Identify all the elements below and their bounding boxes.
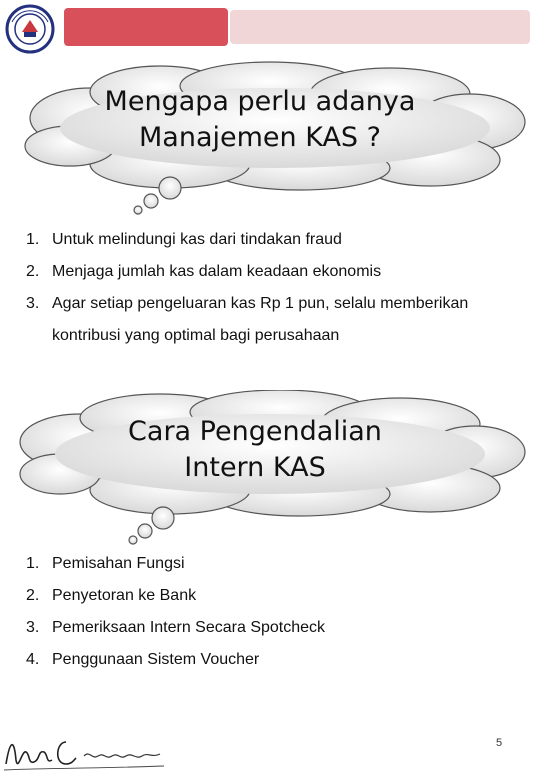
list-item (26, 548, 516, 580)
list-item-text: Pemisahan Fungsi (52, 555, 185, 572)
header (0, 0, 540, 56)
list-item (26, 612, 516, 644)
list-item-number: 3. (26, 295, 40, 312)
page-number: 5 (496, 737, 503, 749)
list-item-text: Agar setiap pengeluaran kas Rp 1 pun, selalu memberikan kontribusi yang optimal bagi perusahaan (52, 295, 469, 344)
cloud-1-line-1: Mengapa perlu adanya (104, 86, 416, 117)
list-item-number: 1. (26, 555, 40, 572)
list-item-number: 3. (26, 619, 40, 636)
list-item (26, 288, 516, 352)
list-item-number: 2. (26, 263, 40, 280)
list-item-number: 4. (26, 651, 40, 668)
list-item-text: Menjaga jumlah kas dalam keadaan ekonomis (52, 263, 382, 280)
list-item-text: Penggunaan Sistem Voucher (52, 651, 260, 668)
handwritten-signature-icon (0, 720, 170, 780)
list-item (26, 644, 516, 676)
list-item-number: 2. (26, 587, 40, 604)
header-secondary-bar (230, 10, 530, 44)
cloud-2-line-2: Intern KAS (184, 452, 326, 483)
cloud-1-line-2: Manajemen KAS ? (139, 122, 381, 153)
list-item-text: Untuk melindungi kas dari tindakan fraud (52, 231, 342, 248)
list-item (26, 256, 516, 288)
list-item (26, 580, 516, 612)
university-seal-icon (2, 4, 58, 54)
list-item (26, 224, 516, 256)
cloud-1-heading (70, 84, 450, 156)
controls-list (26, 548, 516, 676)
list-item-text: Pemeriksaan Intern Secara Spotcheck (52, 619, 326, 636)
cloud-2-line-1: Cara Pengendalian (128, 416, 382, 447)
cloud-2-heading (80, 414, 430, 486)
list-item-number: 1. (26, 231, 40, 248)
list-item-text: Penyetoran ke Bank (52, 587, 197, 604)
header-accent-bar (64, 8, 228, 46)
reasons-list (26, 224, 516, 352)
